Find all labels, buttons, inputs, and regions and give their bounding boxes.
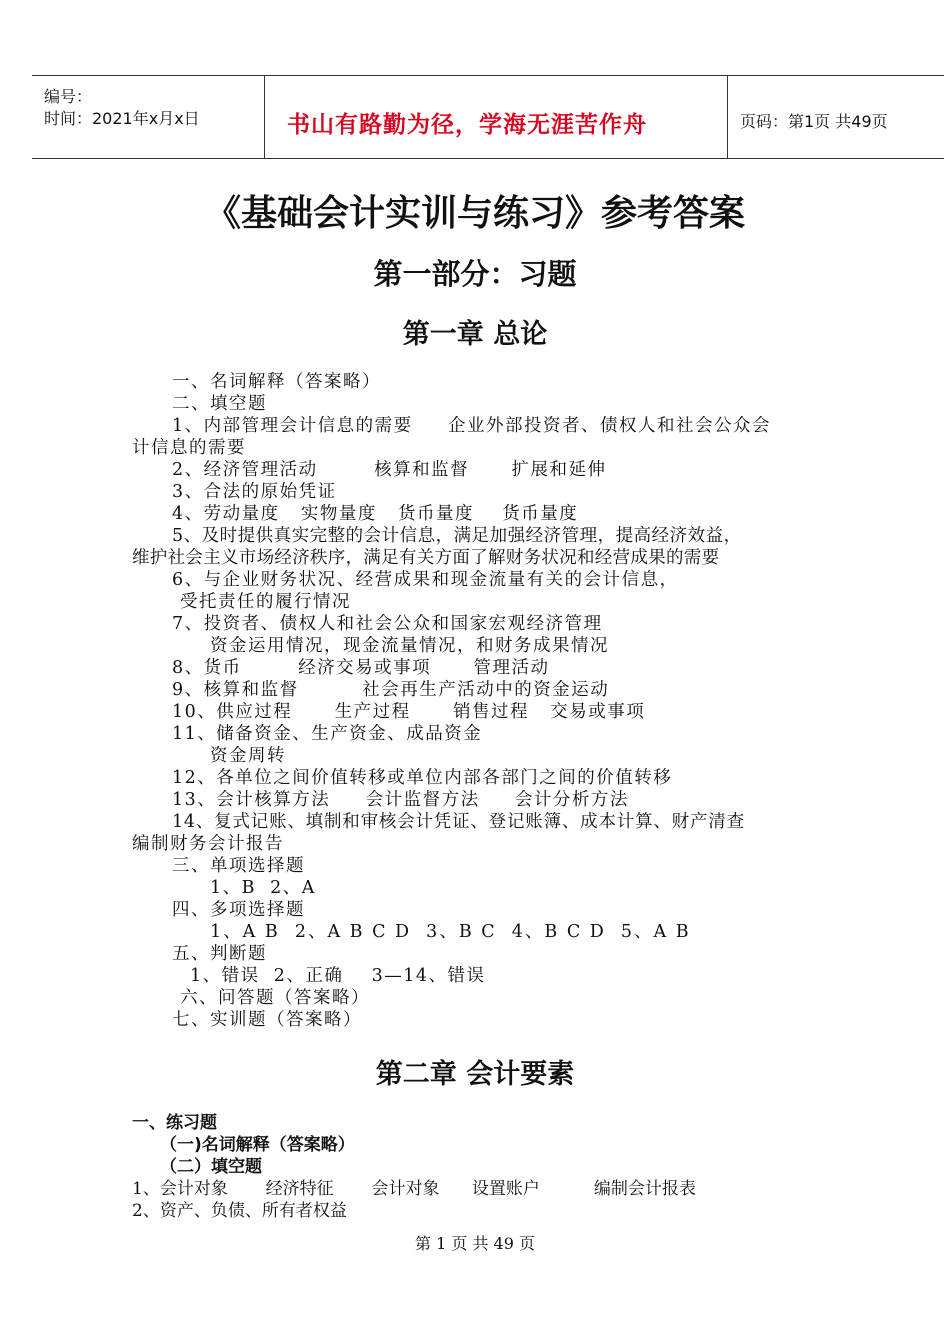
text-line: 1、内部管理会计信息的需要 企业外部投资者、债权人和社会公众会 xyxy=(172,416,771,436)
motto: 书山有路勤为径，学海无涯苦作舟 xyxy=(287,112,647,138)
text-line: 2、资产、负债、所有者权益 xyxy=(132,1201,347,1221)
text-line: 编制财务会计报告 xyxy=(132,834,284,854)
page-footer: 第 1 页 共 49 页 xyxy=(415,1234,535,1253)
number-label: 编号： xyxy=(44,87,93,106)
text-line: 9、核算和监督 社会再生产活动中的资金运动 xyxy=(172,680,610,700)
text-line: 4、劳动量度 实物量度 货币量度 货币量度 xyxy=(172,504,579,524)
text-line: 1、B 2、A xyxy=(210,878,316,898)
text-line: 一、名词解释（答案略） xyxy=(172,372,381,392)
text-line: 四、多项选择题 xyxy=(172,900,305,920)
text-line: 计信息的需要 xyxy=(132,438,246,458)
text-line: 3、合法的原始凭证 xyxy=(172,482,337,502)
text-line: 14、复式记账、填制和审核会计凭证、登记账簿、成本计算、财产清查 xyxy=(172,812,745,832)
text-line: 12、各单位之间价值转移或单位内部各部门之间的价值转移 xyxy=(172,768,673,788)
chapter1-title: 第一章 总论 xyxy=(402,319,548,350)
text-line: 五、判断题 xyxy=(172,944,267,964)
text-line: 13、会计核算方法 会计监督方法 会计分析方法 xyxy=(172,790,629,810)
header-page-cell xyxy=(728,76,944,158)
text-line: 七、实训题（答案略） xyxy=(172,1010,362,1030)
chapter2-title: 第二章 会计要素 xyxy=(375,1059,575,1090)
time-label: 时间：2021年x月x日 xyxy=(44,109,200,128)
section-heading: （一)名词解释（答案略） xyxy=(160,1135,355,1155)
text-line: 7、投资者、债权人和社会公众和国家宏观经济管理 xyxy=(172,614,603,634)
text-line: 三、单项选择题 xyxy=(172,856,305,876)
section-heading: 一、练习题 xyxy=(132,1113,217,1133)
text-line: 1、A B 2、A B C D 3、B C 4、B C D 5、A B xyxy=(210,922,691,942)
text-line: 1、错误 2、正确 3—14、错误 xyxy=(190,966,486,986)
text-line: 10、供应过程 生产过程 销售过程 交易或事项 xyxy=(172,702,646,722)
header-motto-cell xyxy=(265,76,728,158)
page-label: 页码：第1页 共49页 xyxy=(740,112,888,131)
text-line: 受托责任的履行情况 xyxy=(180,592,351,612)
section-heading: （二）填空题 xyxy=(160,1157,262,1177)
text-line: 2、经济管理活动 核算和监督 扩展和延伸 xyxy=(172,460,607,480)
main-title: 《基础会计实训与练习》参考答案 xyxy=(204,193,745,234)
text-line: 资金运用情况，现金流量情况，和财务成果情况 xyxy=(210,636,609,656)
part-title: 第一部分：习题 xyxy=(373,257,577,291)
text-line: 8、货币 经济交易或事项 管理活动 xyxy=(172,658,550,678)
header-meta-cell xyxy=(32,76,265,158)
text-line: 1、会计对象 经济特征 会计对象 设置账户 编制会计报表 xyxy=(132,1179,696,1199)
text-line: 二、填空题 xyxy=(172,394,267,414)
text-line: 维护社会主义市场经济秩序，满足有关方面了解财务状况和经营成果的需要 xyxy=(132,548,720,568)
text-line: 5、及时提供真实完整的会计信息，满足加强经济管理，提高经济效益， xyxy=(172,526,742,546)
text-line: 6、与企业财务状况、经营成果和现金流量有关的会计信息， xyxy=(172,570,679,590)
text-line: 资金周转 xyxy=(210,746,286,766)
text-line: 11、储备资金、生产资金、成品资金 xyxy=(172,724,483,744)
document-header xyxy=(32,75,944,159)
text-line: 六、问答题（答案略） xyxy=(180,988,370,1008)
